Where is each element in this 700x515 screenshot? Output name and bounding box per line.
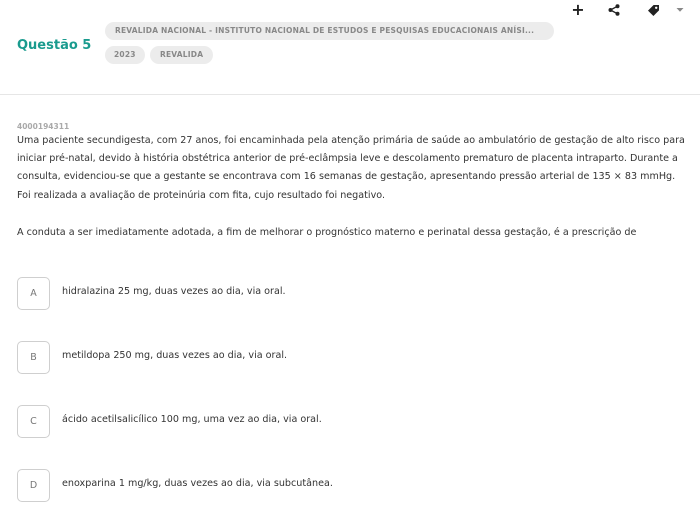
question-title: Questão 5 [17,38,92,53]
question-id: 4000194311 [17,122,70,131]
year-tag[interactable]: 2023 [105,46,145,64]
question-stem: Uma paciente secundigesta, com 27 anos, foi encaminhada pela atenção primária de saúde ao ambulatório de gestação de alto risco para iniciar pré-natal, devido à história obstétrica anterior de pré-eclâmpsia leve e descolamento prematuro de placenta intraparto. Durante a consulta, evidenciou-se que a gestante se encontrava com 16 semanas de gestação, apresentando pressão arterial de 135 × 83 mmHg. Foi realizada a avaliação de proteinúria com fita, cujo resultado foi negativo. [17,135,685,201]
option-c[interactable] [17,405,689,439]
option-letter-box[interactable]: C [17,405,50,438]
share-icon[interactable] [605,0,623,20]
option-letter-box[interactable]: D [17,469,50,502]
chevron-down-icon[interactable] [671,0,689,20]
source-tag[interactable]: REVALIDA NACIONAL - INSTITUTO NACIONAL DE ESTUDOS E PESQUISAS EDUCACIONAIS ANÍSI... [105,22,554,40]
option-b[interactable] [17,341,689,375]
option-letter-box[interactable]: B [17,341,50,374]
tag-icon[interactable] [644,0,662,20]
option-d[interactable] [17,469,689,503]
option-text: ácido acetilsalicílico 100 mg, uma vez ao dia, via oral. [62,414,322,425]
option-text: metildopa 250 mg, duas vezes ao dia, via oral. [62,350,288,361]
option-a[interactable] [17,277,689,311]
plus-icon[interactable]: + [571,0,585,19]
question-prompt: A conduta a ser imediatamente adotada, a fim de melhorar o prognóstico materno e perinatal dessa gestação, é a prescrição de [17,227,637,238]
option-letter-box[interactable]: A [17,277,50,310]
option-text: hidralazina 25 mg, duas vezes ao dia, via oral. [62,286,286,297]
exam-tag[interactable]: REVALIDA [150,46,213,64]
option-text: enoxparina 1 mg/kg, duas vezes ao dia, via subcutânea. [62,478,333,489]
question-header [0,0,700,95]
